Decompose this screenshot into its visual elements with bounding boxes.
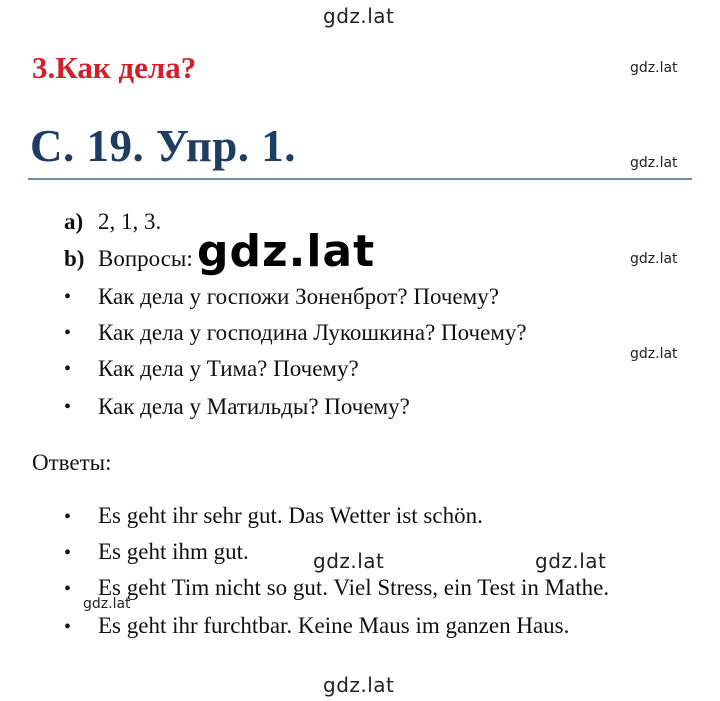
watermark-right-3: gdz.lat — [630, 251, 678, 267]
part-b-text: Вопросы: — [98, 246, 193, 271]
question-item: Как дела у Матильды? Почему? — [98, 394, 410, 419]
watermark-left: gdz.lat — [83, 596, 131, 612]
bullet-icon: • — [64, 322, 72, 344]
watermark-center-right: gdz.lat — [535, 549, 607, 573]
watermark-bottom: gdz.lat — [323, 673, 395, 697]
bullet-icon: • — [64, 506, 72, 528]
watermark-top: gdz.lat — [323, 4, 395, 28]
answer-item: Es geht ihm gut. — [98, 539, 249, 564]
bullet-icon: • — [64, 542, 72, 564]
question-item: Как дела у господина Лукошкина? Почему? — [98, 320, 527, 345]
watermark-large: gdz.lat — [197, 226, 376, 277]
bullet-icon: • — [64, 286, 72, 308]
answer-item: Es geht ihr furchtbar. Keine Maus im ganzen Haus. — [98, 613, 570, 638]
question-item: Как дела у госпожи Зоненброт? Почему? — [98, 284, 499, 309]
answer-item: Es geht ihr sehr gut. Das Wetter ist schön. — [98, 503, 483, 528]
part-b-marker: b) — [64, 246, 85, 271]
part-a-text: 2, 1, 3. — [98, 209, 162, 234]
watermark-center-left: gdz.lat — [313, 549, 385, 573]
question-item: Как дела у Тима? Почему? — [98, 356, 359, 381]
part-a-marker: a) — [64, 209, 84, 234]
title-divider — [28, 178, 692, 180]
page-title: С. 19. Упр. 1. — [30, 121, 297, 171]
answer-item: Es geht Tim nicht so gut. Viel Stress, ein Test in Mathe. — [98, 575, 610, 600]
section-title: 3.Как дела? — [32, 50, 197, 85]
watermark-right-2: gdz.lat — [630, 155, 678, 171]
bullet-icon: • — [64, 616, 72, 638]
answers-heading: Ответы: — [32, 450, 112, 475]
bullet-icon: • — [64, 578, 72, 600]
watermark-right-4: gdz.lat — [630, 346, 678, 362]
bullet-icon: • — [64, 396, 72, 418]
watermark-right-1: gdz.lat — [630, 60, 678, 76]
bullet-icon: • — [64, 358, 72, 380]
